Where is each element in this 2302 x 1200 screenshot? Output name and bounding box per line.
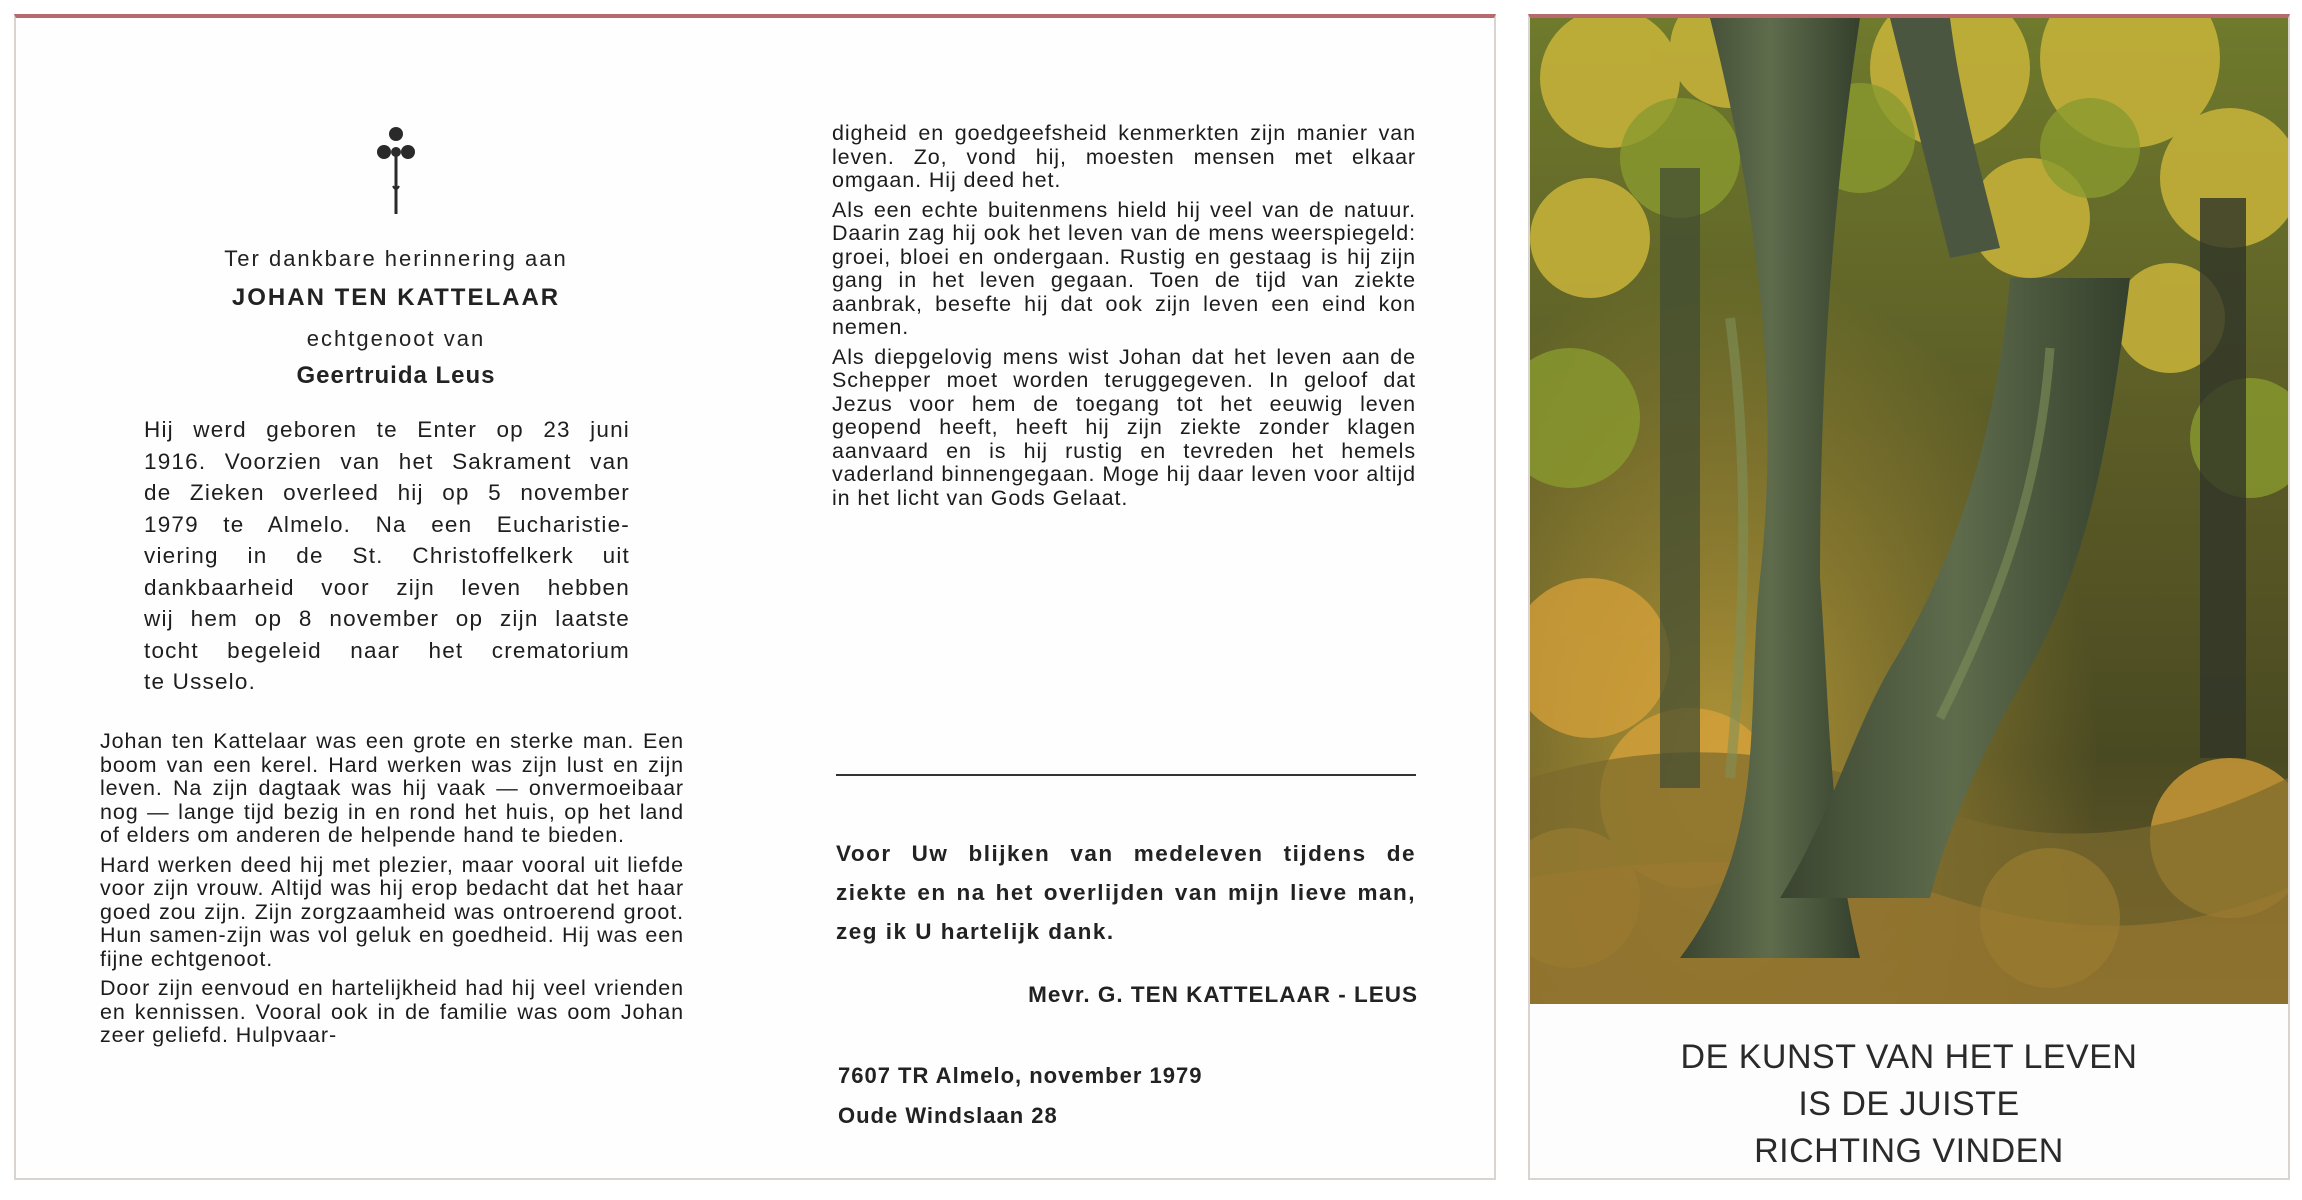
tribute-paragraph: Hard werken deed hij met plezier, maar vooral uit liefde voor zijn vrouw. Altijd was hij erop bedacht dat het haar goed zou zijn. Zijn zorgzaamheid was ontroerend groot. Hun samen-zijn was vol geluk en goedheid. Hij was een fijne echtgenoot. — [100, 852, 684, 971]
bio-line: Hij werd geboren te Enter op 23 juni — [144, 417, 630, 442]
spouse-label: echtgenoot van — [306, 326, 486, 351]
address-line: 7607 TR Almelo, november 1979 — [838, 1063, 1203, 1088]
memorial-card-inside — [14, 14, 1496, 1180]
tribute-paragraph: Door zijn eenvoud en hartelijkheid had hij veel vrienden en kennissen. Vooral ook in de familie was oom Johan zeer geliefd. Hulpvaar- — [100, 976, 684, 1047]
forest-photo — [1530, 18, 2288, 1004]
motto — [1530, 1034, 2288, 1175]
cross-icon — [374, 122, 418, 218]
tribute-paragraph: Als een echte buitenmens hield hij veel van de natuur. Daarin zag hij ook het leven van de mens weerspiegeld: groei, bloei en ondergaan. Rustig en gestaag is hij zijn gang in het leven gegaan. Toen de tijd van ziekte aanbrak, besefte hij dat ook zijn leven een eind kon nemen. — [832, 197, 1416, 339]
bio-line: 1916. Voorzien van het Sakrament van — [144, 448, 630, 474]
deceased-name: JOHAN TEN KATTELAAR — [231, 284, 561, 311]
motto-line: IS DE JUISTE — [1798, 1085, 2020, 1123]
intro-text: Ter dankbare herinnering aan — [224, 246, 568, 271]
divider — [836, 774, 1416, 776]
tribute-paragraph: Johan ten Kattelaar was een grote en sterke man. Een boom van een kerel. Hard werken was zijn lust en zijn leven. Na zijn dagtaak was hij vaak — onvermoeibaar nog — lange tijd bezig in en rond het huis, op het land of elders om anderen de helpende hand te bieden. — [100, 729, 684, 847]
motto-line: RICHTING VINDEN — [1754, 1132, 2064, 1170]
bio-line: te Usselo. — [144, 669, 257, 694]
bio-line: dankbaarheid voor zijn leven hebben — [144, 574, 630, 600]
signature: Mevr. G. TEN KATTELAAR - LEUS — [1028, 982, 1418, 1007]
tribute-paragraph: Als diepgelovig mens wist Johan dat het leven aan de Schepper moet worden teruggegeven. In geloof dat Jezus voor hem de toegang tot het eeuwig leven geopend heeft, heeft hij zijn ziekte zonder klagen aanvaard en is hij rustig en tevreden het hemels vaderland binnengegaan. Moge hij daar leven voor altijd in het licht van Gods Gelaat. — [832, 344, 1416, 510]
bio-line: wij hem op 8 november op zijn laatste — [144, 606, 630, 631]
biography-block — [144, 414, 630, 698]
memorial-card-front — [1528, 14, 2290, 1180]
bio-line: de Zieken overleed hij op 5 november — [144, 480, 630, 505]
tribute-paragraph: digheid en goedgeefsheid kenmerkten zijn manier van leven. Zo, vond hij, moesten mensen met elkaar omgaan. Hij deed het. — [832, 121, 1416, 192]
address-block — [838, 1056, 1202, 1136]
bio-line: 1979 te Almelo. Na een Eucharistie- — [144, 511, 630, 537]
address-line: Oude Windslaan 28 — [838, 1103, 1058, 1128]
thank-you-note: Voor Uw blijken van medeleven tijdens de ziekte en na het overlijden van mijn lieve man, zeg ik U hartelijk dank. — [836, 841, 1416, 944]
motto-line: DE KUNST VAN HET LEVEN — [1680, 1038, 2138, 1076]
bio-line: viering in de St. Christoffelkerk uit — [144, 543, 630, 568]
tribute-column-right — [832, 122, 1416, 516]
spouse-name: Geertruida Leus — [296, 362, 496, 389]
bio-line: tocht begeleid naar het crematorium — [144, 637, 630, 663]
tribute-column-left — [100, 730, 684, 1054]
